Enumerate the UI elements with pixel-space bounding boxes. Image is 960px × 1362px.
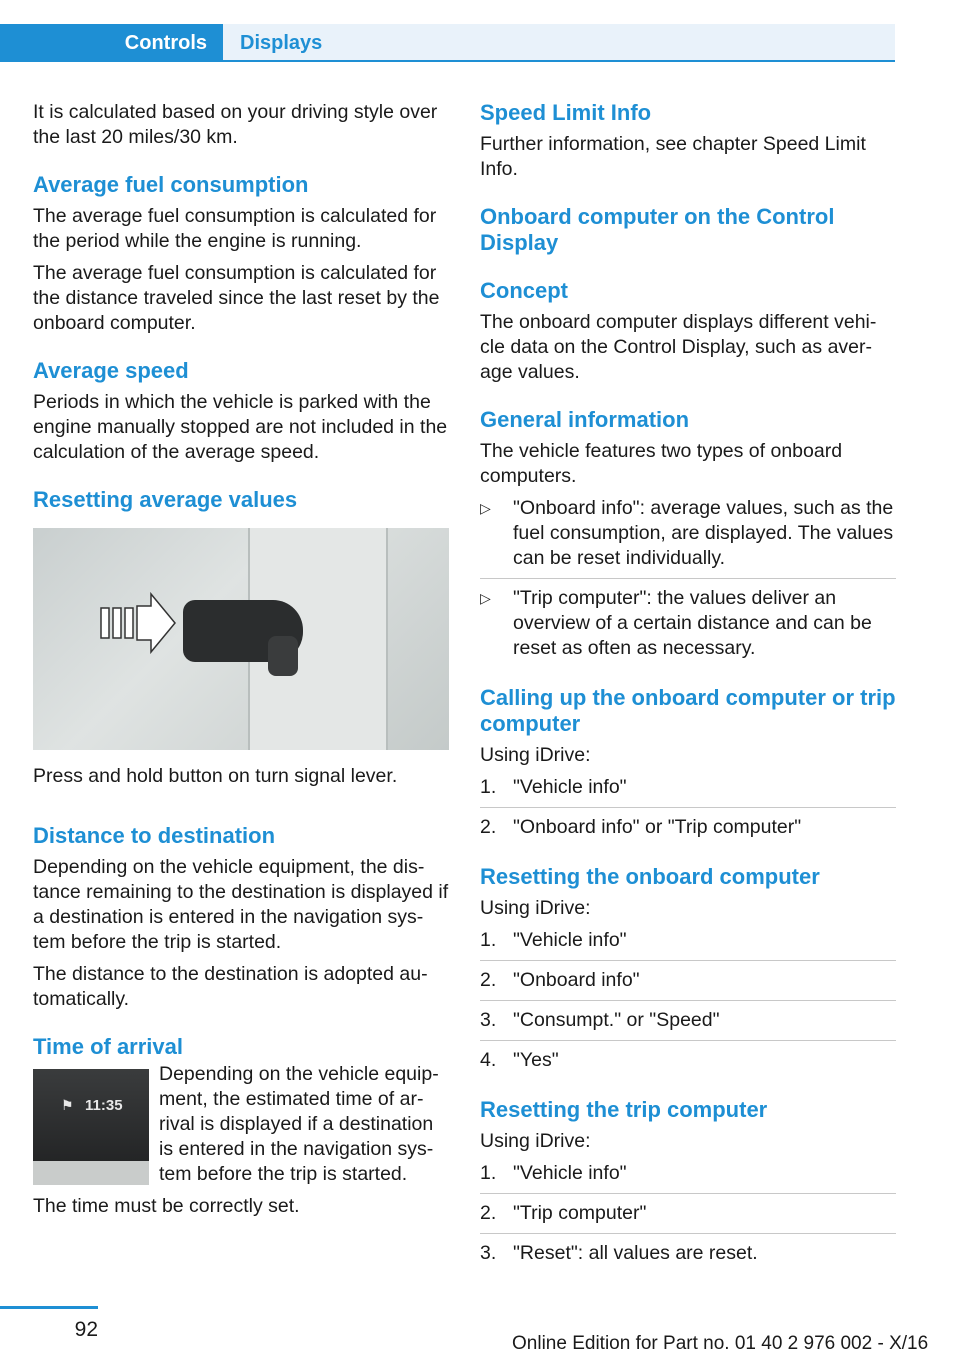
arrival-time-value: 11:35 (85, 1097, 123, 1114)
list-item (480, 775, 896, 800)
onboard-computer-heading: Onboard computer on the Control Display (480, 204, 835, 255)
list-item (480, 1048, 896, 1073)
step-text: "Yes" (513, 1049, 559, 1071)
divider (480, 578, 896, 579)
left-column (33, 100, 449, 1226)
step-number: 2. (480, 816, 497, 838)
step-text: "Vehicle info" (513, 1162, 627, 1184)
list-item (480, 928, 896, 953)
average-fuel-heading: Average fuel consumption (33, 172, 309, 197)
footer-rule (0, 1306, 98, 1309)
step-text: "Reset": all values are reset. (513, 1242, 758, 1264)
speed-limit-heading: Speed Limit Info (480, 100, 652, 125)
arrival-heading: Time of arrival (33, 1034, 183, 1059)
list-item (480, 1008, 896, 1033)
list-item (480, 1241, 896, 1266)
list-item (480, 586, 896, 661)
reset-onboard-steps (480, 928, 896, 1073)
divider (480, 1193, 896, 1194)
step-text: "Vehicle info" (513, 929, 627, 951)
step-number: 2. (480, 1202, 497, 1224)
list-item (480, 815, 896, 840)
edition-note: Online Edition for Part no. 01 40 2 976 002 - X/16 (512, 1333, 929, 1354)
list-item (480, 1201, 896, 1226)
concept-paragraph: The onboard computer displays different vehi‐cle data on the Control Display, such as aver‐age values. (480, 311, 877, 383)
step-number: 3. (480, 1009, 497, 1031)
arrival-paragraph-1: Depending on the vehicle equip‐ment, the estimated time of ar‐rival is displayed if a destination is entered in the navigation sys‐tem before the trip is started. (159, 1063, 439, 1185)
divider (480, 1040, 896, 1041)
speed-limit-paragraph: Further information, see chapter Speed Limit Info. (480, 133, 866, 180)
list-item (480, 1161, 896, 1186)
step-text: "Consumpt." or "Speed" (513, 1009, 720, 1031)
header-rule (0, 60, 895, 62)
reset-caption: Press and hold button on turn signal lever. (33, 765, 398, 787)
distance-paragraph-1: Depending on the vehicle equipment, the dis‐tance remaining to the destination is displayed if a destination is entered in the navigation sys‐tem before the trip is started. (33, 856, 449, 953)
average-speed-heading: Average speed (33, 358, 189, 383)
step-number: 1. (480, 776, 497, 798)
step-text: "Trip computer" (513, 1202, 647, 1224)
right-column (480, 100, 896, 1266)
step-number: 4. (480, 1049, 497, 1071)
reset-trip-using: Using iDrive: (480, 1130, 591, 1152)
resetting-average-heading: Resetting average values (33, 487, 298, 512)
divider (480, 1233, 896, 1234)
step-number: 1. (480, 1162, 497, 1184)
step-text: "Vehicle info" (513, 776, 627, 798)
step-number: 1. (480, 929, 497, 951)
list-item (480, 968, 896, 993)
flag-icon: ⚑ (61, 1097, 74, 1113)
general-paragraph: The vehicle features two types of onboard computers. (480, 440, 843, 487)
page-number: 92 (74, 1318, 98, 1341)
list-item-text: "Trip computer": the values deliver an overview of a certain distance and can be reset as often as necessary. (513, 587, 872, 659)
distance-heading: Distance to destination (33, 823, 276, 848)
page-header (0, 24, 895, 62)
reset-trip-steps (480, 1161, 896, 1266)
step-number: 2. (480, 969, 497, 991)
list-item (480, 496, 896, 571)
step-text: "Onboard info" (513, 969, 640, 991)
step-number: 3. (480, 1242, 497, 1264)
calling-up-heading: Calling up the onboard computer or trip computer (480, 685, 896, 736)
divider (480, 960, 896, 961)
triangle-bullet-icon: ▷ (480, 500, 491, 516)
general-information-heading: General information (480, 407, 690, 432)
average-speed-paragraph: Periods in which the vehicle is parked with the engine manually stopped are not included in the calculation of the average speed. (33, 391, 448, 463)
reset-onboard-using: Using iDrive: (480, 897, 591, 919)
concept-heading: Concept (480, 278, 568, 303)
divider (480, 807, 896, 808)
triangle-bullet-icon: ▷ (480, 590, 491, 606)
arrival-time-display (33, 1069, 149, 1185)
tab-displays[interactable]: Displays (223, 24, 895, 60)
step-text: "Onboard info" or "Trip computer" (513, 816, 802, 838)
divider (480, 1000, 896, 1001)
average-fuel-paragraph-1: The average fuel consumption is calculated for the period while the engine is running. (33, 205, 437, 252)
arrival-paragraph-2: The time must be correctly set. (33, 1195, 300, 1217)
resetting-onboard-heading: Resetting the onboard computer (480, 864, 820, 889)
tab-controls[interactable]: Controls (0, 24, 223, 62)
average-fuel-paragraph-2: The average fuel consumption is calculated for the distance traveled since the last reset by the onboard computer. (33, 262, 440, 334)
intro-paragraph: It is calculated based on your driving style over the last 20 miles/30 km. (33, 101, 438, 148)
list-item-text: "Onboard info": average values, such as the fuel consumption, are displayed. The values can be reset individually. (513, 497, 894, 569)
turn-signal-lever-illustration (33, 528, 449, 750)
calling-steps (480, 775, 896, 840)
distance-paragraph-2: The distance to the destination is adopted au‐tomatically. (33, 963, 428, 1010)
resetting-trip-heading: Resetting the trip computer (480, 1097, 768, 1122)
calling-using: Using iDrive: (480, 744, 591, 766)
general-list (480, 496, 896, 661)
arrival-block (33, 1063, 449, 1194)
